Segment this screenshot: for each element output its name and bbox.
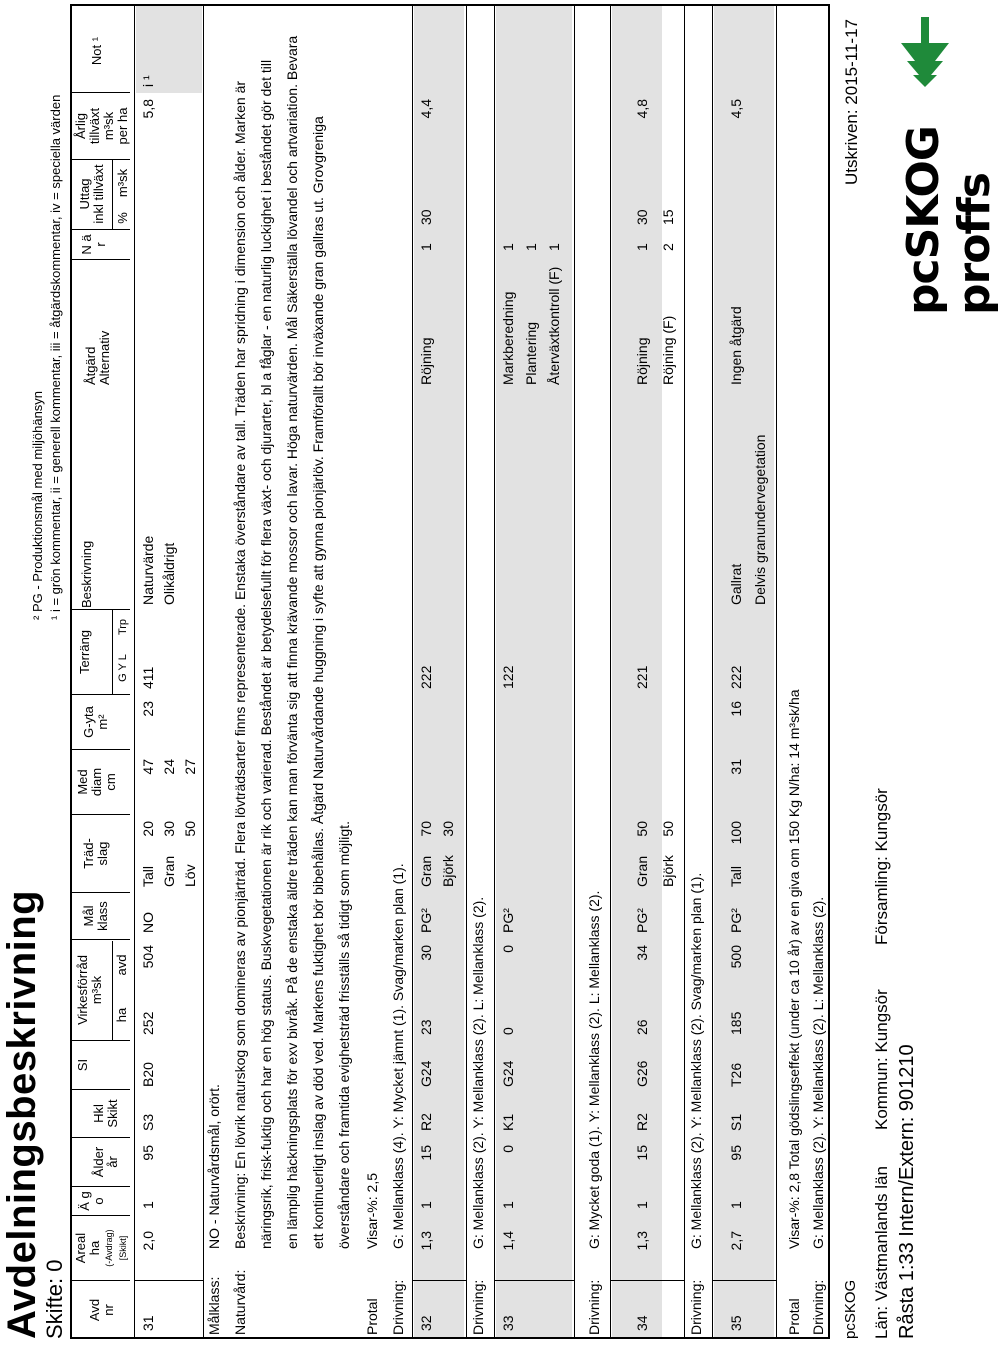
protal-label: Protal bbox=[786, 1298, 802, 1335]
andel: 100 bbox=[728, 821, 744, 845]
hdr-avdrag: (-Avdrag) bbox=[104, 1229, 114, 1267]
drivning-label: Drivning: bbox=[688, 1279, 704, 1335]
beskrivning: Naturvärde bbox=[140, 535, 156, 605]
arlig-tillvaxt: 4,5 bbox=[728, 99, 744, 119]
hdr-perha: per ha bbox=[115, 107, 130, 145]
nar: 1 bbox=[418, 243, 434, 251]
diam: 27 bbox=[182, 759, 198, 775]
atgard: Röjning (F) bbox=[660, 315, 676, 385]
diam: 31 bbox=[728, 759, 744, 775]
uttag-pct: 30 bbox=[418, 209, 434, 225]
drivning-text: G: Mellanklass (4). Y: Mycket jämnt (1). Svag/marken plan (1). bbox=[390, 863, 406, 1249]
nar: 1 bbox=[634, 243, 650, 251]
hdr-vha: ha bbox=[114, 1007, 129, 1023]
not: i ¹ bbox=[140, 75, 156, 87]
si: G24 bbox=[418, 1060, 434, 1087]
drivning-text: G: Mycket goda (1). Y: Mellanklass (2). L: Mellanklass (2). bbox=[586, 890, 602, 1249]
footer-lan: Län: Västmanlands län bbox=[872, 1166, 891, 1339]
hdr-inkl: inkl tillväxt bbox=[91, 164, 106, 224]
atgard: Återväxtkontroll (F) bbox=[546, 266, 562, 385]
virke-avd: 30 bbox=[418, 945, 434, 961]
uttag-pct: 15 bbox=[660, 209, 676, 225]
hdr-cm: cm bbox=[103, 773, 118, 791]
diam: 47 bbox=[140, 759, 156, 775]
hkl: R2 bbox=[634, 1113, 650, 1131]
hdr-virkesforrad: Virkesförråd bbox=[75, 955, 90, 1025]
areal: 2,0 bbox=[140, 1231, 156, 1251]
naturvard-line: Beskrivning: En lövrik naturskog som domineras av pionjärträd. Flera lövträdsarter finns representerade. Enstaka överståndare av tall. Träden har spridning i dimension och ålder. Marken är bbox=[232, 80, 248, 1249]
pcskog-logo: pcSKOG proffs bbox=[898, 126, 1000, 315]
drivning-text: G: Mellanklass (2). Y: Mellanklass (2). L: Mellanklass (2). bbox=[810, 896, 826, 1249]
hdr-ago: Ä g o bbox=[77, 1191, 106, 1211]
areal: 1,3 bbox=[634, 1231, 650, 1251]
hdr-m3sk3: m³sk bbox=[101, 111, 116, 141]
hdr-trp: Trp bbox=[117, 618, 129, 636]
drivning-label: Drivning: bbox=[390, 1279, 406, 1335]
malklass-label: Målklass: bbox=[206, 1276, 222, 1335]
tradslag: Björk bbox=[440, 855, 456, 887]
drivning-label: Drivning: bbox=[810, 1279, 826, 1335]
virke-ha: 23 bbox=[418, 1019, 434, 1035]
hdr-pct: % bbox=[115, 212, 130, 224]
terrang: 222 bbox=[728, 665, 744, 689]
nar: 1 bbox=[523, 243, 539, 251]
tradslag: Gran bbox=[161, 855, 177, 887]
hdr-m3sk2: m³sk bbox=[115, 168, 130, 198]
legend-notes: ¹ i = grön kommentar, ii = generell kommentar, iii = åtgärdskommentar, iv = speciella värden bbox=[48, 94, 63, 620]
malklass: PG² bbox=[418, 908, 434, 933]
gyta: 23 bbox=[140, 701, 156, 717]
virke-avd: 504 bbox=[140, 945, 156, 969]
hdr-klass: klass bbox=[95, 901, 110, 931]
ago: 1 bbox=[634, 1201, 650, 1209]
hdr-alternativ: Alternativ bbox=[97, 330, 112, 385]
avd-nr: 35 bbox=[728, 1315, 744, 1331]
virke-ha: 185 bbox=[728, 1011, 744, 1035]
areal: 2,7 bbox=[728, 1231, 744, 1251]
tradslag: Tall bbox=[140, 865, 156, 887]
hdr-trad: Träd- bbox=[81, 838, 96, 869]
beskrivning: Gallrat bbox=[728, 563, 744, 605]
virke-ha: 0 bbox=[500, 1027, 516, 1035]
footer-rasta: Råsta 1:33 Intern/Extern: 901210 bbox=[896, 1044, 918, 1339]
hdr-nar: N ä r bbox=[79, 234, 108, 255]
drivning-label: Drivning: bbox=[586, 1279, 602, 1335]
tradslag: Löv bbox=[182, 864, 198, 887]
nar: 1 bbox=[500, 243, 516, 251]
hdr-avd: Avd bbox=[87, 1298, 102, 1322]
hdr-gyl: G Y L bbox=[117, 654, 129, 682]
si: B20 bbox=[140, 1062, 156, 1087]
footer-kommun: Kommun: Kungsör bbox=[872, 989, 891, 1130]
ago: 1 bbox=[728, 1201, 744, 1209]
ago: 1 bbox=[418, 1201, 434, 1209]
hdr-m2: m² bbox=[95, 714, 110, 730]
hdr-si: SI bbox=[75, 1058, 90, 1072]
hdr-mal: Mål bbox=[81, 905, 96, 927]
drivning-text: G: Mellanklass (2). Y: Mellanklass (2). Svag/marken plan (1). bbox=[688, 872, 704, 1249]
atgard: Markberedning bbox=[500, 291, 516, 385]
hdr-skikt: Skikt bbox=[105, 1099, 120, 1128]
arlig-tillvaxt: 4,4 bbox=[418, 99, 434, 119]
hkl: R2 bbox=[418, 1113, 434, 1131]
hdr-areal: Areal bbox=[73, 1232, 88, 1264]
uttag-pct: 30 bbox=[634, 209, 650, 225]
hkl: K1 bbox=[500, 1113, 516, 1131]
tradslag: Tall bbox=[728, 865, 744, 887]
andel: 20 bbox=[140, 821, 156, 837]
ago: 1 bbox=[500, 1201, 516, 1209]
areal: 1,3 bbox=[418, 1231, 434, 1251]
virke-avd: 34 bbox=[634, 945, 650, 961]
hkl: S1 bbox=[728, 1113, 744, 1131]
andel: 30 bbox=[440, 821, 456, 837]
naturvard-line: överståndare och framtida evighetsträd frisställs så tidigt som möjligt. bbox=[336, 821, 352, 1249]
protal-text: Visar-%: 2,8 Total gödslingseffekt (under ca 10 år) av en giva om 150 Kg N/ha: 14 m³sk/ha bbox=[786, 689, 802, 1249]
footer-utskriven: Utskriven: 2015-11-17 bbox=[842, 19, 861, 185]
nar: 2 bbox=[660, 243, 676, 251]
avd-nr: 33 bbox=[500, 1315, 516, 1331]
nar: 1 bbox=[546, 243, 562, 251]
tradslag: Gran bbox=[634, 855, 650, 887]
malklass: PG² bbox=[634, 908, 650, 933]
hdr-slag: slag bbox=[95, 841, 110, 866]
skifte-label: Skifte: 0 bbox=[42, 1259, 67, 1339]
malklass: PG² bbox=[728, 908, 744, 933]
virke-avd: 0 bbox=[500, 945, 516, 953]
andel: 50 bbox=[634, 821, 650, 837]
footer-app: pcSKOG bbox=[842, 1279, 859, 1339]
beskrivning: Delvis granundervegetation bbox=[752, 434, 768, 605]
si: T26 bbox=[728, 1062, 744, 1087]
hdr-beskrivning: Beskrivning bbox=[79, 540, 94, 608]
hdr-uttag: Uttag bbox=[77, 178, 92, 210]
malklass-text: NO - Naturvårdsmål, orört. bbox=[206, 1084, 222, 1249]
ago: 1 bbox=[140, 1201, 156, 1209]
virke-ha: 252 bbox=[140, 1011, 156, 1035]
naturvard-line: ett kontinuerligt inslag av död ved. Markens fuktighet bör bibehållas. Åtgärd Naturvårdande huggning i syfte att gynna pionjärlöv. Framförallt bör inväxande gran gallras ut. Grovgreniga bbox=[310, 116, 326, 1249]
alder: 15 bbox=[634, 1145, 650, 1161]
hdr-atgard: Åtgärd bbox=[83, 346, 98, 385]
drivning-label: Drivning: bbox=[470, 1279, 486, 1335]
page-title: Avdelningsbeskrivning bbox=[0, 889, 44, 1339]
protal-label: Protal bbox=[364, 1298, 380, 1335]
atgard: Ingen åtgärd bbox=[728, 306, 744, 385]
atgard: Röjning bbox=[634, 337, 650, 385]
hdr-gyta: G-yta bbox=[81, 706, 96, 738]
hdr-m3sk: m³sk bbox=[89, 975, 104, 1005]
avd-nr: 34 bbox=[634, 1315, 650, 1331]
virke-avd: 500 bbox=[728, 945, 744, 969]
arlig-tillvaxt: 4,8 bbox=[634, 99, 650, 119]
hdr-diam: diam bbox=[89, 767, 104, 797]
alder: 15 bbox=[418, 1145, 434, 1161]
tradslag: Gran bbox=[418, 855, 434, 887]
alder: 95 bbox=[140, 1145, 156, 1161]
avd-nr: 32 bbox=[418, 1315, 434, 1331]
malklass: PG² bbox=[500, 908, 516, 933]
hdr-vavd: avd bbox=[114, 954, 129, 976]
andel: 50 bbox=[182, 821, 198, 837]
terrang: 222 bbox=[418, 665, 434, 689]
beskrivning: Olikåldrigt bbox=[161, 542, 177, 605]
si: G24 bbox=[500, 1060, 516, 1087]
hdr-hkl: Hkl bbox=[91, 1104, 106, 1123]
alder: 95 bbox=[728, 1145, 744, 1161]
hdr-ha: ha bbox=[87, 1240, 102, 1256]
avd-nr: 31 bbox=[140, 1315, 156, 1331]
hdr-med: Med bbox=[75, 769, 90, 795]
diam: 24 bbox=[161, 759, 177, 775]
footer-forsamling: Församling: Kungsör bbox=[872, 788, 891, 945]
malklass: NO bbox=[140, 912, 156, 933]
andel: 70 bbox=[418, 821, 434, 837]
hdr-tillvaxt: tillväxt bbox=[87, 107, 102, 145]
terrang: 122 bbox=[500, 665, 516, 689]
hdr-ar: år bbox=[105, 1156, 120, 1168]
terrang: 221 bbox=[634, 665, 650, 689]
atgard: Röjning bbox=[418, 337, 434, 385]
terrang: 411 bbox=[140, 666, 156, 689]
virke-ha: 26 bbox=[634, 1019, 650, 1035]
hdr-terrang: Terräng bbox=[77, 629, 92, 675]
drivning-text: G: Mellanklass (2). Y: Mellanklass (2). L: Mellanklass (2). bbox=[470, 896, 486, 1249]
legend-pg: ² PG - Produktionsmål med miljöhänsyn bbox=[30, 390, 45, 620]
protal-text: Visar-%: 2,5 bbox=[364, 1173, 380, 1249]
naturvard-label: Naturvård: bbox=[232, 1269, 248, 1335]
hdr-not: Not ¹ bbox=[89, 36, 104, 66]
hdr-arlig: Årlig bbox=[73, 113, 88, 140]
naturvard-line: näringsrik, frisk-fuktig och har en hög status. Buskvegetationen är rik och varierad. Beståndet är betydelsefullt för flera växt- och djurarter, bl a fåglar - en naturlig luckighet i beståndet gör det till bbox=[258, 59, 274, 1249]
hdr-skikt-small: [Skikt] bbox=[118, 1235, 128, 1261]
alder: 0 bbox=[500, 1145, 516, 1153]
andel: 30 bbox=[161, 821, 177, 837]
tradslag: Björk bbox=[660, 855, 676, 887]
atgard: Plantering bbox=[523, 321, 539, 385]
arlig-tillvaxt: 5,8 bbox=[140, 99, 156, 119]
gyta: 16 bbox=[728, 701, 744, 717]
naturvard-line: en lämplig häckningsplats för exv bivråk. På de enstaka äldre träden kan man förvänta sig att finna krävande mossor och lavar. Höga naturvärden. Mål Säkerställa lövandel och artvariation. Bevara bbox=[284, 35, 300, 1249]
andel: 50 bbox=[660, 821, 676, 837]
hdr-nr: nr bbox=[101, 1304, 116, 1316]
hkl: S3 bbox=[140, 1113, 156, 1131]
areal: 1,4 bbox=[500, 1231, 516, 1251]
hdr-alder: Ålder bbox=[91, 1146, 106, 1178]
si: G26 bbox=[634, 1060, 650, 1087]
